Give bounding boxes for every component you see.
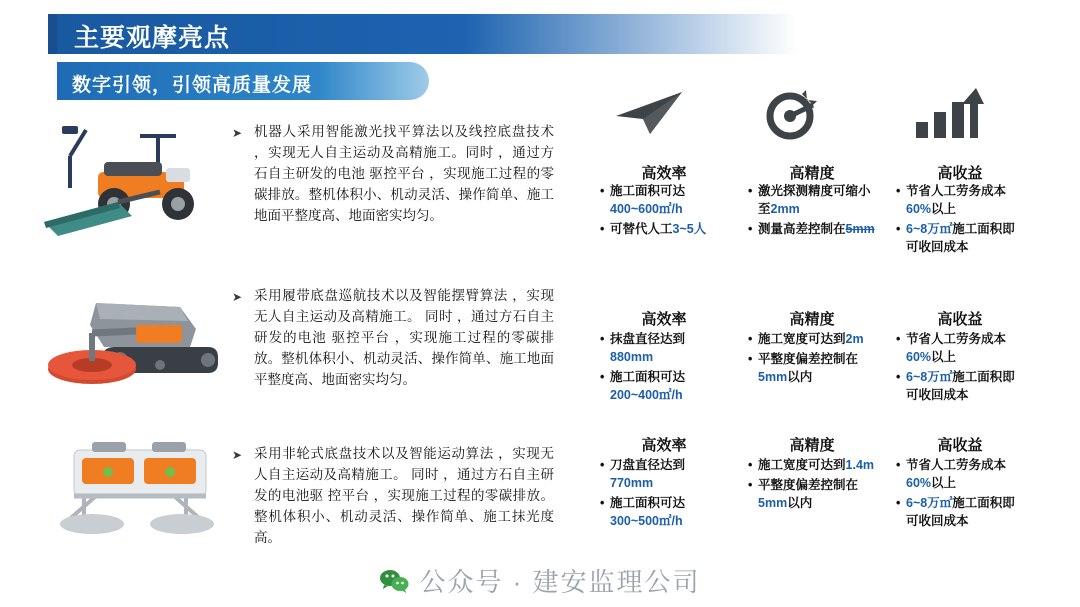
- kpi-item: • 平整度偏差控制在5mm以内: [748, 350, 876, 386]
- bullet-arrow-2: ➤: [232, 290, 243, 304]
- kpi-precision-3: [748, 456, 876, 514]
- col-head-benefit-2: 高收益: [937, 311, 983, 328]
- kpi-item: • 施工面积可达200~400㎡/h: [600, 368, 728, 404]
- kpi-item: • 6~8万㎡施工面积即可收回成本: [896, 494, 1024, 530]
- kpi-item: • 施工面积可达400~600㎡/h: [600, 182, 728, 218]
- kpi-item: • 节省人工劳务成本60%以上: [896, 330, 1024, 366]
- kpi-efficiency-1: [600, 182, 728, 240]
- kpi-benefit-2: [896, 330, 1024, 407]
- col-head-efficiency-2: 高效率: [641, 311, 687, 328]
- col-head-benefit-1: 高收益: [937, 165, 983, 182]
- kpi-item: • 施工宽度可达到2m: [748, 330, 876, 348]
- kpi-benefit-3: [896, 456, 1024, 533]
- kpi-benefit-1: [896, 182, 1024, 259]
- title-accent-bar: [48, 14, 57, 54]
- footer-watermark: [0, 562, 1080, 599]
- page-title: 主要观摩亮点: [74, 24, 231, 52]
- kpi-precision-2: [748, 330, 876, 388]
- kpi-item: • 施工面积可达300~500㎡/h: [600, 494, 728, 530]
- kpi-item: • 6~8万㎡施工面积即可收回成本: [896, 368, 1024, 404]
- kpi-item: • 刀盘直径达到770mm: [600, 456, 728, 492]
- bullet-arrow-3: ➤: [232, 448, 243, 462]
- paper-plane-icon: [610, 88, 720, 138]
- kpi-efficiency-3: [600, 456, 728, 533]
- col-head-benefit-3: 高收益: [937, 437, 983, 454]
- non-wheeled-troweling-robot-image: [40, 428, 230, 540]
- col-head-precision-1: 高精度: [789, 165, 835, 182]
- kpi-item: • 节省人工劳务成本60%以上: [896, 456, 1024, 492]
- kpi-precision-1: [748, 182, 876, 240]
- col-head-efficiency-1: 高效率: [641, 165, 687, 182]
- kpi-item: • 平整度偏差控制在5mm以内: [748, 476, 876, 512]
- col-head-precision-2: 高精度: [789, 311, 835, 328]
- kpi-item: • 节省人工劳务成本60%以上: [896, 182, 1024, 218]
- kpi-item: • 抹盘直径达到880mm: [600, 330, 728, 366]
- row-description-1: 机器人采用智能激光找平算法以及线控底盘技术 ，实现无人自主运动及高精施工。同时 ，通过方石自主研发的电池 驱控平台 ，实现施工过程的零碳排放。整机体积小、机动灵活、操作简单、施工地面平整度高、地面密实均匀。: [254, 124, 554, 223]
- tracked-troweling-robot-image: [40, 285, 230, 395]
- row-description-3: 采用非轮式底盘技术以及智能运动算法 ，实现无人自主运动及高精施工。 同时 ，通过方石自主研发的电池驱 控平台 ，实现施工过程的零碳排放。整机体积小、机动灵活、操作简单、施工抹光度高。: [254, 446, 554, 545]
- kpi-item: • 测量高差控制在5mm: [748, 220, 876, 238]
- kpi-efficiency-2: [600, 330, 728, 407]
- col-head-efficiency-3: 高效率: [641, 437, 687, 454]
- bar-chart-growth-icon: [910, 88, 1020, 140]
- kpi-item: • 施工宽度可达到1.4m: [748, 456, 876, 474]
- target-icon: [760, 88, 870, 140]
- laser-screed-robot-image: [40, 118, 230, 248]
- footer-text: 公众号 · 建安监理公司: [419, 567, 701, 597]
- kpi-item: • 6~8万㎡施工面积即可收回成本: [896, 220, 1024, 256]
- wechat-icon: [379, 568, 409, 594]
- page-subtitle: 数字引领，引领高质量发展: [72, 75, 313, 96]
- kpi-item: • 激光探测精度可缩小至2mm: [748, 182, 876, 218]
- column-icon-row: [600, 88, 1040, 144]
- row-description-2: 采用履带底盘巡航技术以及智能摆臂算法 ，实现无人自主运动及高精施工。 同时 ，通过方石自主研发的电池 驱控平台 ，实现施工过程的零碳排放。整机体积小、机动灵活、操作简单、施工地面平整度高、地面密实均匀。: [254, 288, 554, 387]
- bullet-arrow-1: ➤: [232, 126, 243, 140]
- kpi-item: • 可替代人工3~5人: [600, 220, 728, 238]
- col-head-precision-3: 高精度: [789, 437, 835, 454]
